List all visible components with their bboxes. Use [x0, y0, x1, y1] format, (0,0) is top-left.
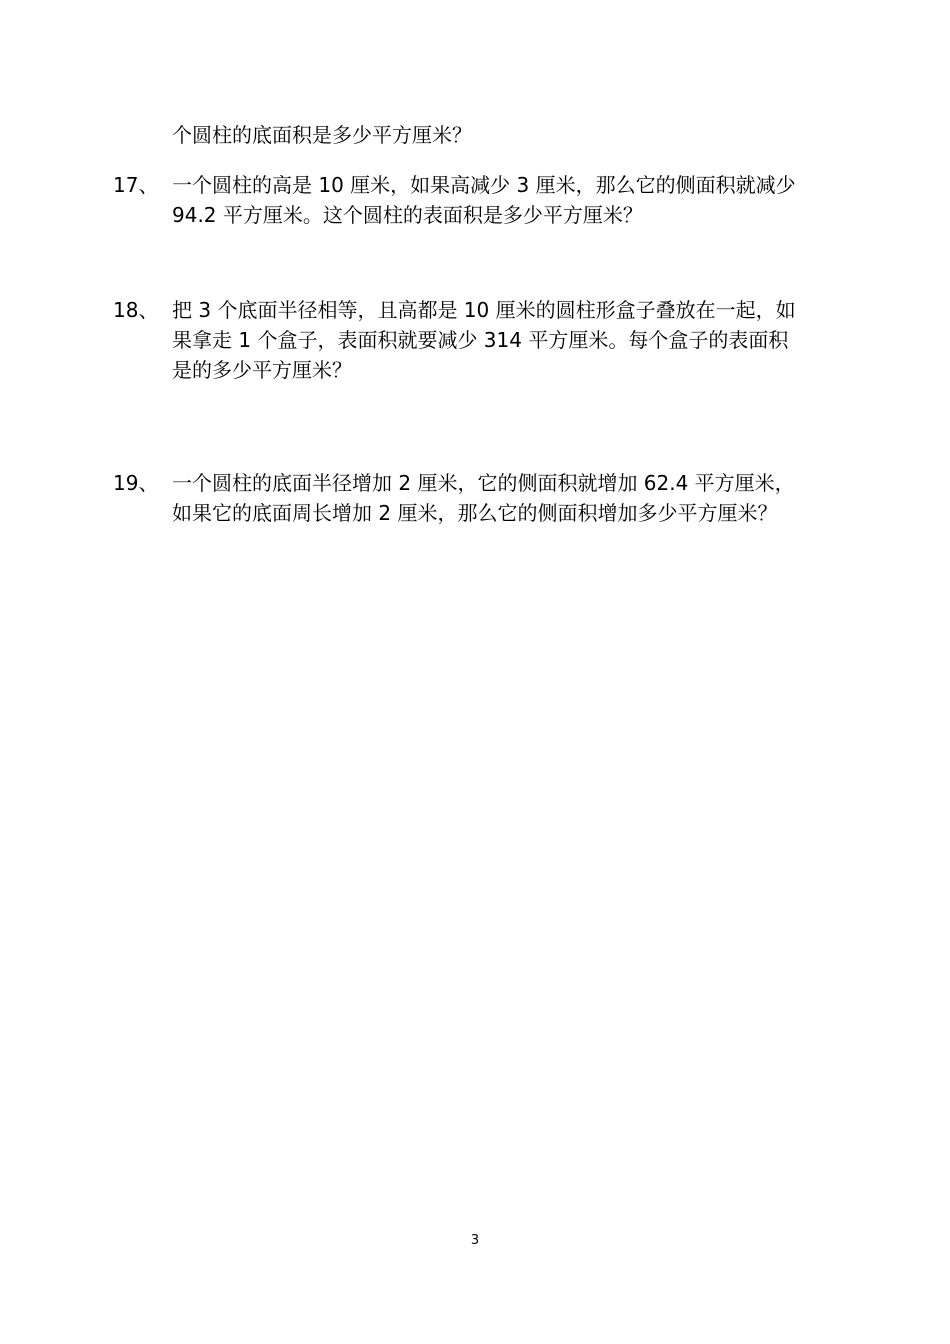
- question-number: 19、: [113, 471, 159, 495]
- question-body: [172, 295, 796, 385]
- question-line: 把 3 个底面半径相等，且高都是 10 厘米的圆柱形盒子叠放在一起，如: [172, 298, 796, 322]
- question-line: 是的多少平方厘米？: [172, 358, 352, 382]
- question-line: 一个圆柱的底面半径增加 2 厘米，它的侧面积就增加 62.4 平方厘米，: [172, 471, 795, 495]
- continuation-text: 个圆柱的底面积是多少平方厘米？: [172, 123, 472, 147]
- question-line: 一个圆柱的高是 10 厘米，如果高减少 3 厘米，那么它的侧面积就减少: [172, 173, 796, 197]
- page-number: 3: [470, 1233, 480, 1248]
- question-body: [172, 468, 795, 528]
- question-body: [172, 170, 796, 230]
- question-number: 17、: [113, 173, 159, 197]
- question-line: 94.2 平方厘米。这个圆柱的表面积是多少平方厘米？: [172, 203, 643, 227]
- question-line: 如果它的底面周长增加 2 厘米，那么它的侧面积增加多少平方厘米？: [172, 501, 778, 525]
- question-line: 果拿走 1 个盒子，表面积就要减少 314 平方厘米。每个盒子的表面积: [172, 328, 789, 352]
- question-number: 18、: [113, 298, 159, 322]
